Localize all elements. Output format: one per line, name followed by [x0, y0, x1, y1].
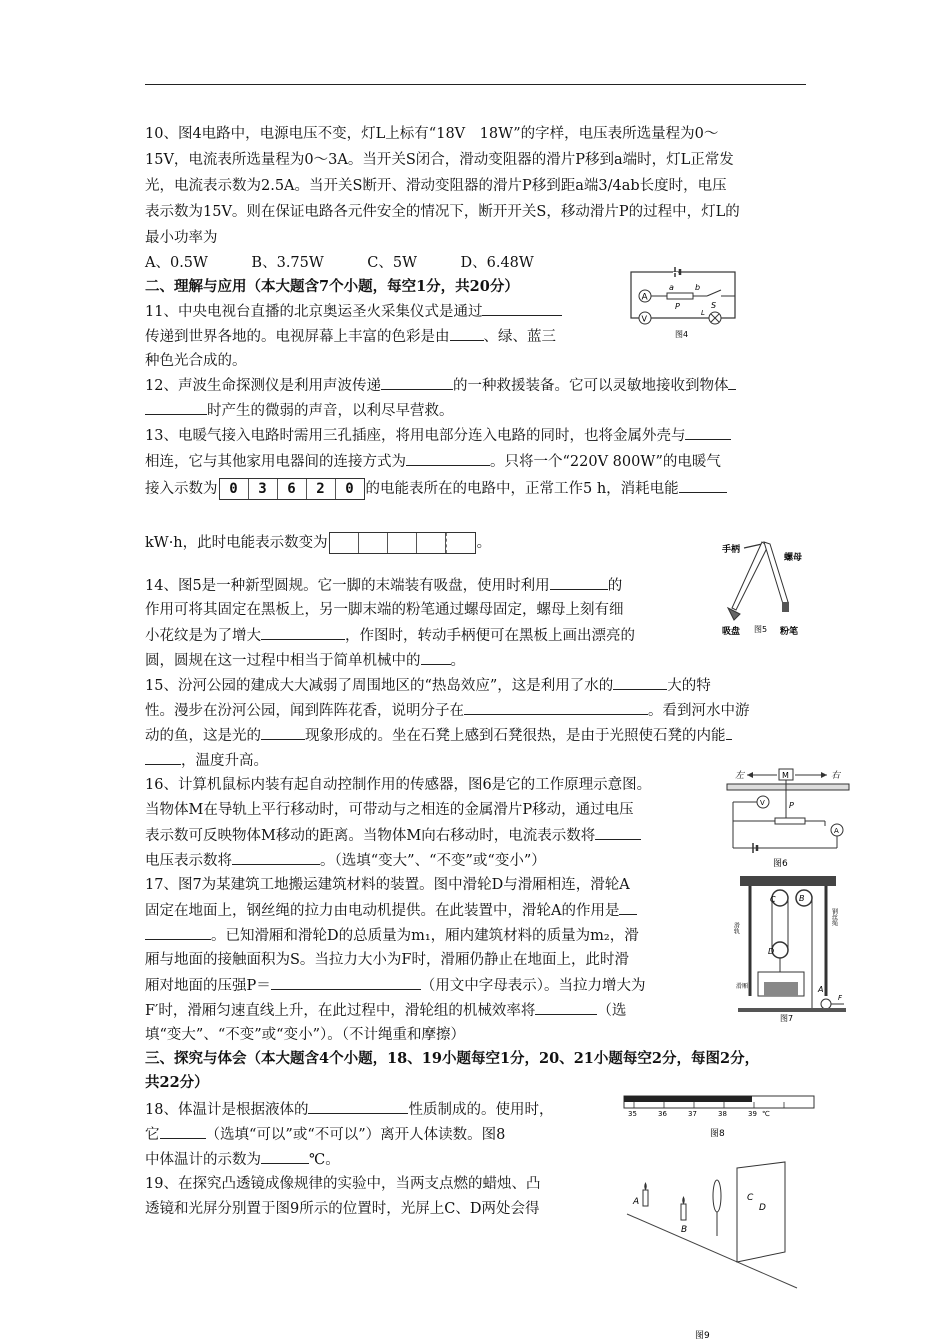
fig5-label-handle: 手柄: [722, 545, 741, 555]
fig5-caption: 图5: [754, 625, 768, 634]
energy-meter-reading: 0 3 6 2 0: [219, 478, 365, 500]
suction-cup-icon: [728, 608, 740, 620]
fig6-label-left: 左: [735, 771, 745, 781]
candle-a-icon: [643, 1190, 648, 1206]
figure-7-pulley: [734, 872, 848, 1022]
fig5-label-chalk: 粉笔: [780, 627, 799, 637]
fig7-label-a: A: [818, 985, 824, 994]
q16-line-3: 表示数可反映物体M移动的距离。当物体M向右移动时，电流表示数将: [145, 825, 641, 846]
fig7-label-c: C: [770, 895, 776, 904]
fig8-tick-35: 35: [628, 1110, 637, 1118]
fig7-label-rail: 滑轨: [732, 922, 740, 934]
fig7-label-b: B: [799, 894, 805, 903]
q15-line-2: 性。漫步在汾河公园，闻到阵阵花香，说明分子在 。看到河水中游: [145, 700, 750, 721]
q10-line-1: 10、图4电路中，电源电压不变，灯L上标有“18V 18W”的字样，电压表所选量程为0～: [145, 126, 719, 142]
fig6-label-p: P: [789, 801, 794, 810]
q14-line-2: 作用可将其固定在黑板上，另一脚末端的粉笔通过螺母固定，螺母上刻有细: [145, 602, 624, 618]
fig4-label-v: V: [641, 314, 647, 324]
fig7-label-car: 滑厢: [736, 983, 749, 990]
q11-line-3: 种色光合成的。: [145, 353, 247, 369]
q10-line-2: 15V，电流表所选量程为0～3A。当开关S闭合，滑动变阻器的滑片P移到a端时，灯L正常发: [145, 152, 734, 168]
fig4-caption: 图4: [675, 330, 689, 339]
figure-6-sensor: [725, 764, 851, 872]
fig4-label-s: S: [711, 301, 717, 310]
energy-meter-blank: [329, 532, 476, 554]
fig9-label-b: B: [681, 1225, 688, 1235]
q17-line-7: 填“变大”、“不变”或“变小”）。（不计绳重和摩擦）: [145, 1027, 465, 1043]
section-2-heading: 二、理解与应用（本大题含7个小题，每空1分，共20分）: [145, 278, 519, 295]
fig8-tick-unit: ℃: [762, 1110, 770, 1118]
q18-line-3: 中体温计的示数为 ℃。: [145, 1149, 340, 1170]
q15-line-1: 15、汾河公园的建成大大减弱了周围地区的“热岛效应”，这是利用了水的 大的特: [145, 675, 711, 696]
q10-line-3: 光，电流表示数为2.5A。当开关S断开、滑动变阻器的滑片P移到距a端3/4ab长度时，电压: [145, 178, 727, 194]
q13-line-1: 13、电暖气接入电路时需用三孔插座，将用电部分连入电路的同时，也将金属外壳与: [145, 425, 731, 446]
q17-line-1: 17、图7为某建筑工地搬运建筑材料的装置。图中滑轮D与滑厢相连，滑轮A: [145, 877, 630, 893]
q18-line-1: 18、体温计是根据液体的 性质制成的。使用时，: [145, 1099, 553, 1120]
fig7-label-f: F: [838, 994, 843, 1002]
candle-b-icon: [681, 1204, 686, 1220]
q17-line-2: 固定在地面上，钢丝绳的拉力由电动机提供。在此装置中，滑轮A的作用是: [145, 900, 637, 921]
q13-line-4: kW·h，此时电能表示数变为 。: [145, 532, 491, 554]
q16-line-4: 电压表示数将 。（选填“变大”、“不变”或“变小”）: [145, 850, 546, 871]
q13-line-2: 相连，它与其他家用电器间的连接方式为 。只将一个“220V 800W”的电暖气: [145, 451, 721, 472]
q16-line-2: 当物体M在导轨上平行移动时，可带动与之相连的金属滑片P移动，通过电压: [145, 802, 634, 818]
q11-line-2: 传递到世界各地的。电视屏幕上丰富的色彩是由 、绿、蓝三: [145, 326, 556, 347]
fig7-label-d: D: [768, 947, 775, 956]
q14-line-4: 圆，圆规在这一过程中相当于简单机械中的 。: [145, 650, 465, 671]
fig6-label-m: M: [782, 771, 789, 780]
q17-line-4: 厢与地面的接触面积为S。当拉力大小为F时，滑厢仍静止在地面上，此时滑: [145, 952, 629, 968]
q10-options: A、0.5W B、3.75W C、5W D、6.48W: [145, 255, 534, 271]
q14-line-1: 14、图5是一种新型圆规。它一脚的末端装有吸盘，使用时利用 的: [145, 575, 622, 596]
fig9-label-c: C: [747, 1193, 754, 1203]
fig6-label-right: 右: [831, 771, 841, 781]
q17-line-6: F′时，滑厢匀速直线上升，在此过程中，滑轮组的机械效率将 （选: [145, 1000, 626, 1021]
fig8-tick-36: 36: [658, 1110, 667, 1118]
fig4-label-p: P: [675, 302, 680, 311]
fig8-tick-39: 39: [748, 1110, 757, 1118]
q18-line-2: 它 （选填“可以”或“不可以”）离开人体读数。图8: [145, 1124, 505, 1145]
q15-line-4: ，温度升高。: [145, 750, 268, 771]
q19-line-1: 19、在探究凸透镜成像规律的实验中，当两支点燃的蜡烛、凸: [145, 1176, 541, 1192]
figure-8-thermometer: [622, 1092, 818, 1144]
fig4-label-a: a: [669, 283, 674, 292]
fig5-label-nut: 螺母: [784, 553, 803, 563]
q13-line-3: 接入示数为 0 3 6 2 0 的电能表所在的电路中，正常工作5 h，消耗电能: [145, 478, 727, 500]
fig6-label-a: A: [834, 827, 839, 835]
fig4-label-b: b: [695, 283, 701, 292]
convex-lens-icon: [713, 1180, 721, 1212]
q15-line-3: 动的鱼，这是光的 现象形成的。坐在石凳上感到石凳很热，是由于光照使石凳的内能: [145, 725, 732, 746]
section-3-heading-line-1: 三、探究与体会（本大题含4个小题，18、19小题每空1分，20、21小题每空2分，每图2分，: [145, 1050, 760, 1067]
q17-line-5: 厢对地面的压强P＝ （用文中字母表示）。当拉力增大为: [145, 975, 646, 996]
q11-line-1: 11、中央电视台直播的北京奥运圣火采集仪式是通过: [145, 301, 562, 322]
figure-9-lens: [625, 1162, 805, 1342]
fig9-label-a: A: [633, 1197, 640, 1207]
fig9-caption: 图9: [695, 1331, 710, 1341]
header-rule: [145, 84, 806, 85]
q17-line-3: 。已知滑厢和滑轮D的总质量为m₁，厢内建筑材料的质量为m₂，滑: [145, 925, 639, 946]
figure-5-compass: [718, 538, 810, 638]
q10-line-5: 最小功率为: [145, 230, 218, 246]
q16-line-1: 16、计算机鼠标内装有起自动控制作用的传感器，图6是它的工作原理示意图。: [145, 777, 652, 793]
fig7-caption: 图7: [780, 1014, 794, 1023]
q14-line-3: 小花纹是为了增大 ，作图时，转动手柄便可在黑板上画出漂亮的: [145, 625, 635, 646]
fig8-tick-37: 37: [688, 1110, 697, 1118]
q12-line-1: 12、声波生命探测仪是利用声波传递 的一种救援装备。它可以灵敏地接收到物体: [145, 375, 736, 396]
fig4-label-l: L: [701, 309, 705, 317]
fig8-tick-38: 38: [718, 1110, 727, 1118]
fig8-caption: 图8: [710, 1129, 725, 1139]
figure-4-circuit: [625, 262, 743, 342]
q19-line-2: 透镜和光屏分别置于图9所示的位置时，光屏上C、D两处会得: [145, 1201, 540, 1217]
fig9-label-d: D: [759, 1203, 766, 1213]
q10-line-4: 表示数为15V。则在保证电路各元件安全的情况下，断开开关S，移动滑片P的过程中，灯L的: [145, 204, 740, 220]
fig7-label-cable: 钢丝绳: [830, 908, 838, 926]
fig5-label-suction: 吸盘: [722, 627, 741, 637]
section-3-heading-line-2: 共22分）: [145, 1074, 209, 1091]
fig6-label-v: V: [760, 799, 765, 807]
q12-line-2: 时产生的微弱的声音，以利尽早营救。: [145, 400, 454, 421]
fig4-label-a-meter: A: [641, 292, 648, 303]
fig6-caption: 图6: [773, 859, 788, 869]
